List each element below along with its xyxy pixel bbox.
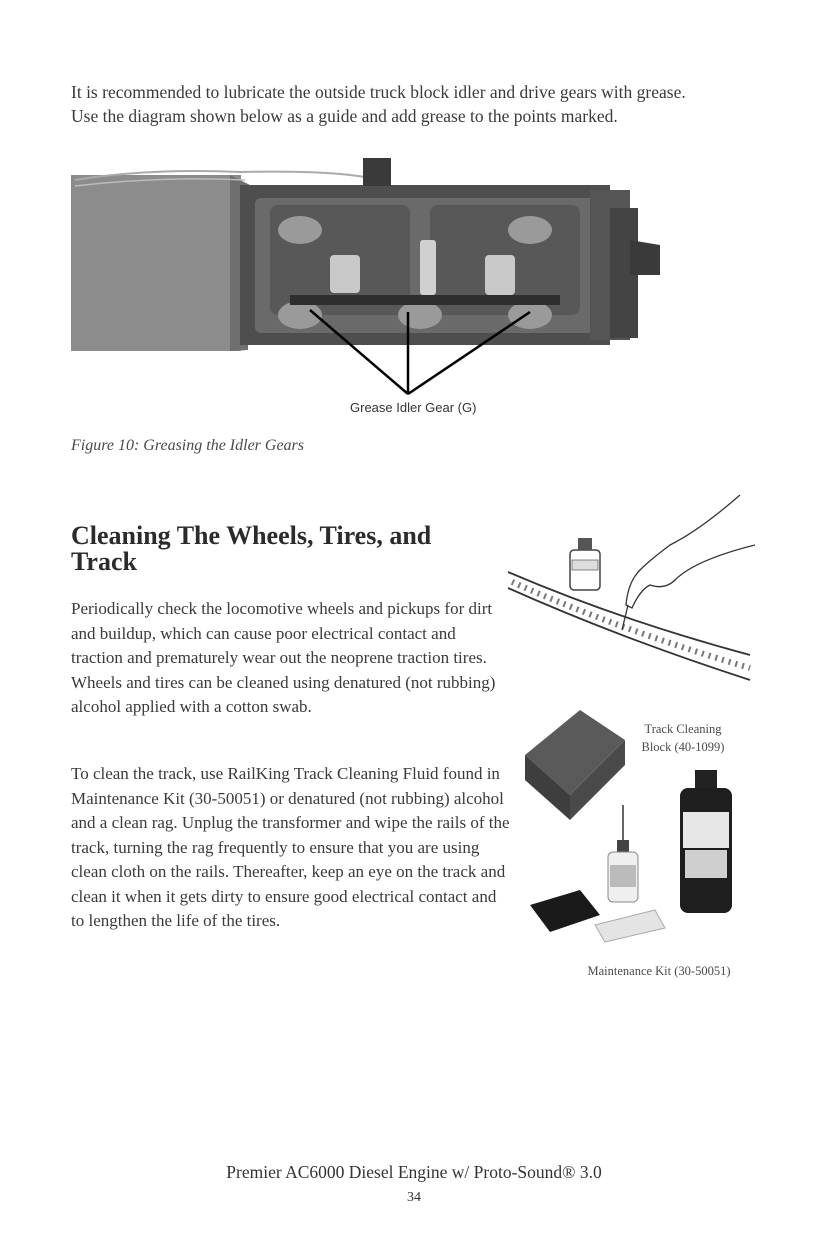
page-number: 34: [407, 1190, 421, 1205]
figure-caption: Figure 10: Greasing the Idler Gears: [71, 437, 304, 454]
track-cleaning-illustration: [500, 490, 755, 690]
track-cleaning-block: [525, 710, 625, 820]
block-caption-line-2: Block (40-1099): [641, 740, 725, 754]
block-caption-line-1: Track Cleaning: [644, 722, 722, 736]
cleaning-cloth: [595, 910, 665, 942]
oiler-bottle: [608, 805, 638, 902]
paragraph-wheels: Periodically check the locomotive wheels and pickups for dirt and buildup, which can cause poor electrical contact and traction and prematurely wear out the neoprene traction tires. Wheels and tires can be cleaned using denatured (not rubbing) alcohol applied with a cotton swab.: [71, 599, 496, 716]
intro-paragraph: [71, 80, 771, 128]
intro-line-1: It is recommended to lubricate the outside truck block idler and drive gears with grease.: [71, 82, 686, 102]
maintenance-kit-caption: Maintenance Kit (30-50051): [587, 964, 731, 978]
locomotive-underside-photo: [70, 150, 670, 420]
cleaning-pad: [530, 890, 600, 932]
footer-title: Premier AC6000 Diesel Engine w/ Proto-Sound® 3.0: [226, 1162, 602, 1182]
track-cleaner-bottle: [680, 770, 732, 913]
hand-sketch: [626, 495, 755, 608]
section-heading: Cleaning The Wheels, Tires, and Track: [71, 521, 432, 576]
loco-shell: [71, 175, 241, 351]
grease-idler-gear-label: Grease Idler Gear (G): [350, 400, 477, 415]
track-cleaning-block-caption: [628, 720, 738, 756]
intro-line-2: Use the diagram shown below as a guide and add grease to the points marked.: [71, 106, 618, 126]
paragraph-track: To clean the track, use RailKing Track Cleaning Fluid found in Maintenance Kit (30-50051) or denatured (not rubbing) alcohol and a clean rag. Unplug the transformer and wipe the rails of the track, turning the rag frequently to ensure that you are using clean cloth on the rails. Thereafter, keep an eye on the track and clean it when it gets dirty to ensure good electrical contact and to lengthen the life of the tires.: [71, 764, 510, 930]
